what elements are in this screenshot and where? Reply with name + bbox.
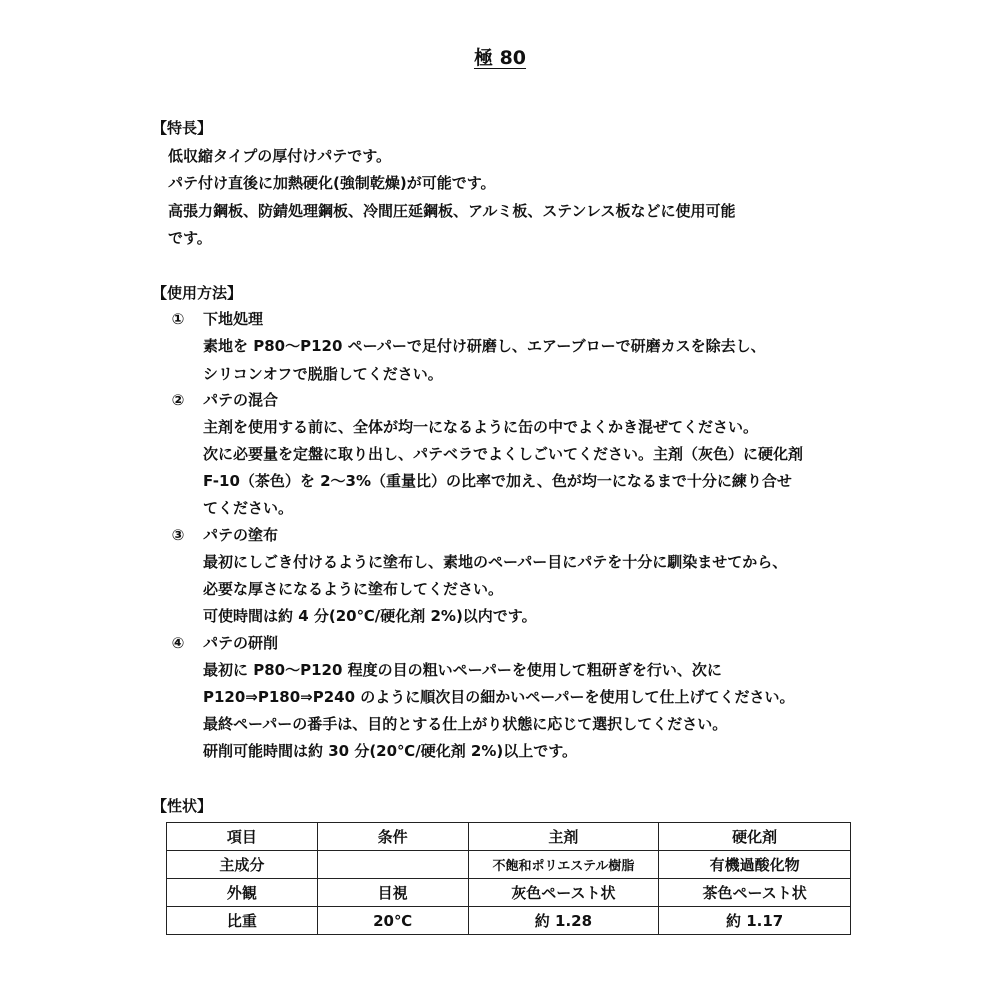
- step-text: 最初にしごき付けるように塗布し、素地のペーパー目にパテを十分に馴染ませてから、: [203, 553, 788, 571]
- step-text: 素地を P80～P120 ペーパーで足付け研磨し、エアーブローで研磨カスを除去し、: [203, 337, 766, 355]
- step-text: 次に必要量を定盤に取り出し、パテベラでよくしごいてください。主剤（灰色）に硬化剤: [203, 445, 804, 463]
- step-title: パテの研削: [203, 634, 279, 652]
- table-cell: 不飽和ポリエステル樹脂: [468, 851, 659, 879]
- step-text: 必要な厚さになるように塗布してください。: [203, 580, 504, 598]
- step-text: シリコンオフで脱脂してください。: [203, 365, 443, 383]
- features-line: 高張力鋼板、防錆処理鋼板、冷間圧延鋼板、アルミ板、ステンレス板などに使用可能: [168, 202, 736, 220]
- usage-heading: 【使用方法】: [152, 284, 243, 302]
- step-title: パテの塗布: [203, 526, 279, 544]
- table-header-cell: 硬化剤: [659, 823, 851, 851]
- step-number: ①: [171, 310, 185, 328]
- table-cell: 外観: [167, 879, 318, 907]
- table-row: [167, 851, 851, 879]
- table-header-cell: 主剤: [468, 823, 659, 851]
- step-text: てください。: [203, 499, 294, 517]
- features-line: パテ付け直後に加熱硬化(強制乾燥)が可能です。: [168, 174, 496, 192]
- step-number: ②: [171, 391, 185, 409]
- step-text: P120⇒P180⇒P240 のように順次目の細かいペーパーを使用して仕上げてください。: [203, 688, 795, 706]
- table-cell: 灰色ペースト状: [468, 879, 659, 907]
- properties-table: [166, 822, 851, 935]
- table-cell: 有機過酸化物: [659, 851, 851, 879]
- table-cell: 約 1.28: [468, 907, 659, 935]
- table-row: [167, 907, 851, 935]
- step-number: ④: [171, 634, 185, 652]
- table-header-cell: 項目: [167, 823, 318, 851]
- page-title: 極 80: [473, 47, 527, 69]
- table-cell: [317, 851, 468, 879]
- table-cell: 比重: [167, 907, 318, 935]
- table-header-row: [167, 823, 851, 851]
- table-row: [167, 879, 851, 907]
- features-heading: 【特長】: [152, 119, 213, 137]
- step-text: F-10（茶色）を 2～3%（重量比）の比率で加え、色が均一になるまで十分に練り合せ: [203, 472, 792, 490]
- step-title: パテの混合: [203, 391, 279, 409]
- features-line: です。: [168, 229, 212, 247]
- table-cell: 目視: [317, 879, 468, 907]
- table-cell: 約 1.17: [659, 907, 851, 935]
- step-text: 最終ペーパーの番手は、目的とする仕上がり状態に応じて選択してください。: [203, 715, 728, 733]
- step-text: 最初に P80～P120 程度の目の粗いペーパーを使用して粗研ぎを行い、次に: [203, 661, 722, 679]
- step-text: 研削可能時間は約 30 分(20℃/硬化剤 2%)以上です。: [203, 742, 578, 760]
- table-cell: 茶色ペースト状: [659, 879, 851, 907]
- step-text: 可使時間は約 4 分(20℃/硬化剤 2%)以内です。: [203, 607, 537, 625]
- table-cell: 主成分: [167, 851, 318, 879]
- table-header-cell: 条件: [317, 823, 468, 851]
- table-cell: 20℃: [317, 907, 468, 935]
- features-line: 低収縮タイプの厚付けパテです。: [168, 147, 392, 165]
- step-number: ③: [171, 526, 185, 544]
- step-text: 主剤を使用する前に、全体が均一になるように缶の中でよくかき混ぜてください。: [203, 418, 759, 436]
- step-title: 下地処理: [203, 310, 264, 328]
- properties-heading: 【性状】: [152, 797, 213, 815]
